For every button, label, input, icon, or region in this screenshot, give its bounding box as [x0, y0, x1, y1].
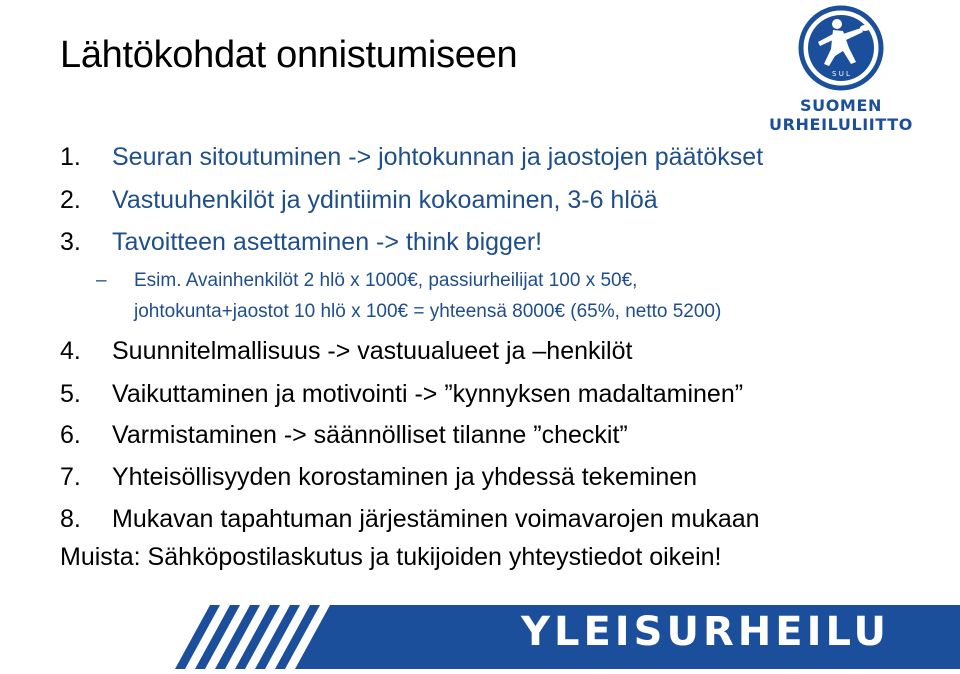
list-item-number: 6. [60, 421, 81, 449]
list-item-number: 3. [60, 228, 81, 256]
reminder-note: Muista: Sähköpostilaskutus ja tukijoiden yhteystiedot oikein! [60, 543, 722, 571]
list-item-text: Mukavan tapahtuman järjestäminen voimavarojen mukaan [112, 505, 760, 533]
list-item-text: Suunnitelmallisuus -> vastuualueet ja –henkilöt [112, 337, 633, 365]
sub-item-line-1: Esim. Avainhenkilöt 2 hlö x 1000€, passiurheilijat 100 x 50€, [134, 270, 638, 291]
list-item-1 [60, 142, 763, 172]
list-item-3 [60, 227, 542, 257]
list-item-number: 1. [60, 143, 81, 171]
list-item-4 [60, 336, 632, 366]
list-item-text: Yhteisöllisyyden korostaminen ja yhdessä tekeminen [112, 463, 698, 491]
discus-thrower-emblem-icon [725, 4, 957, 96]
list-item-text: Varmistaminen -> säännölliset tilanne ”checkit” [112, 421, 628, 449]
list-item-number: 4. [60, 337, 81, 365]
sub-item-example [96, 268, 637, 294]
list-item-text: Seuran sitoutuminen -> johtokunnan ja jaostojen päätökset [112, 143, 764, 171]
list-item-5 [60, 379, 743, 409]
list-item-number: 2. [60, 186, 81, 214]
suomen-urheiluliitto-logo [725, 4, 957, 134]
list-item-number: 7. [60, 463, 81, 491]
sub-item-line-2: johtokunta+jaostot 10 hlö x 100€ = yhteensä 8000€ (65%, netto 5200) [134, 301, 722, 322]
list-item-2 [60, 185, 658, 215]
list-item-text: Tavoitteen asettaminen -> think bigger! [112, 228, 543, 256]
list-item-number: 5. [60, 380, 81, 408]
sub-item-dash: – [96, 270, 107, 291]
list-item-text: Vastuuhenkilöt ja ydintiimin kokoaminen, 3-6 hlöä [112, 186, 658, 214]
list-item-7 [60, 462, 697, 492]
list-item-text: Vaikuttaminen ja motivointi -> ”kynnyksen madaltaminen” [112, 380, 744, 408]
list-item-8 [60, 504, 760, 534]
svg-text:S U L: S U L [832, 70, 850, 78]
sub-item-continuation [134, 299, 721, 325]
yleisurheilu-wordmark: YLEISURHEILU [521, 609, 890, 655]
list-item-6 [60, 420, 628, 450]
slide-title: Lähtökohdat onnistumiseen [60, 34, 518, 76]
footer-band [0, 605, 960, 669]
list-item-number: 8. [60, 505, 81, 533]
logo-text: SUOMEN URHEILULIITTO [769, 96, 913, 134]
